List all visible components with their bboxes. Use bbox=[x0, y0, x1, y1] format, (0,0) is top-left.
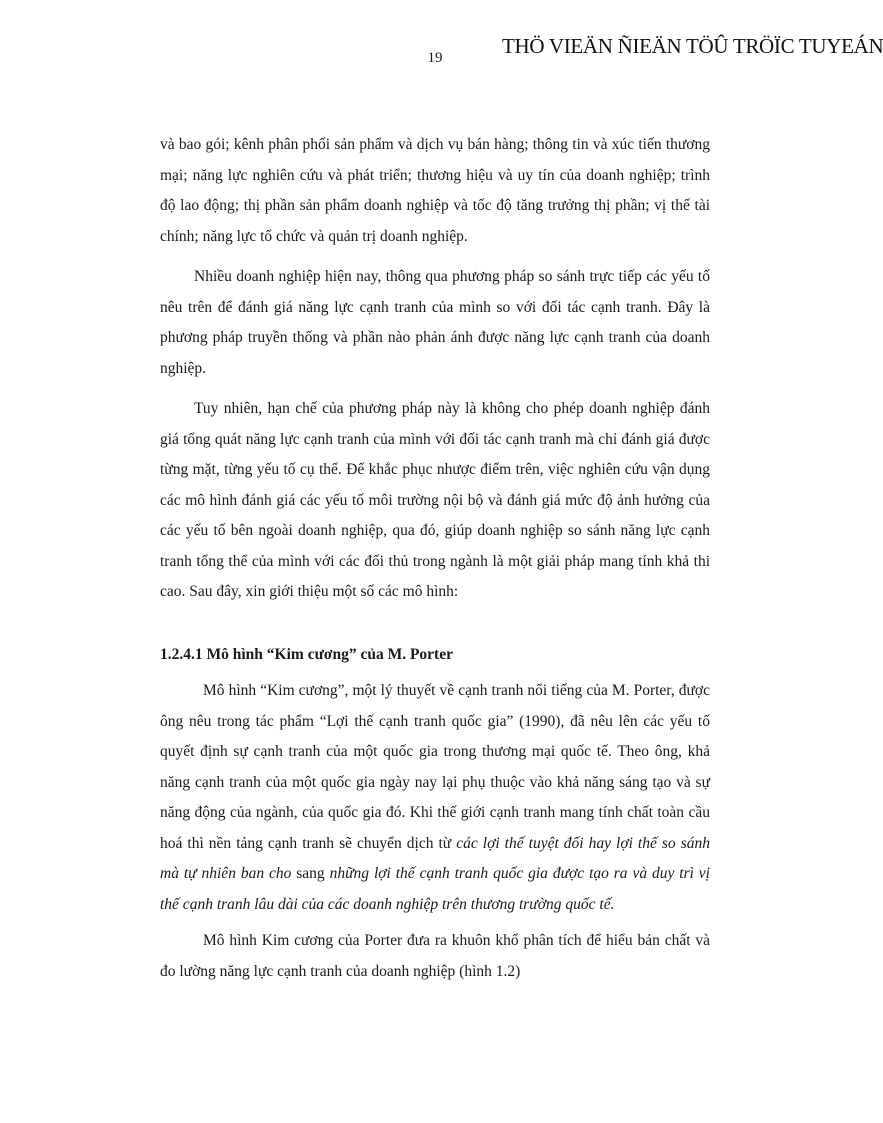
page-number: 19 bbox=[427, 50, 443, 66]
paragraph-2: Nhiều doanh nghiệp hiện nay, thông qua phương pháp so sánh trực tiếp các yếu tố nêu trên để đánh giá năng lực cạnh tranh của mình so với đối tác cạnh tranh. Đây là phương pháp truyền thống và phần nào phản ánh được năng lực cạnh tranh của doanh nghiệp. bbox=[160, 268, 710, 377]
paragraph-5: Mô hình Kim cương của Porter đưa ra khuôn khổ phân tích để hiểu bản chất và đo lường năng lực cạnh tranh của doanh nghiệp (hình 1.2) bbox=[160, 932, 710, 980]
document-body bbox=[160, 130, 710, 987]
paragraph-4 bbox=[160, 676, 710, 920]
paragraph-4-italic-1: các lợi thế tuyệt đối hay lợi thế so sánh mà tự nhiên ban cho bbox=[160, 834, 710, 882]
watermark-header: THÖ VIEÄN ÑIEÄN TÖÛ TRÖÏC TUYEÁN bbox=[502, 34, 883, 58]
section-heading: 1.2.4.1 Mô hình “Kim cương” của M. Porter bbox=[160, 645, 453, 663]
paragraph-4-italic-2: những lợi thế cạnh tranh quốc gia được tạo ra và duy trì vị thế cạnh tranh lâu dài của các doanh nghiệp trên thương trường quốc tế. bbox=[160, 865, 710, 913]
paragraph-4-text-start: Mô hình “Kim cương”, một lý thuyết về cạnh tranh nổi tiếng của M. Porter, được ông nêu trong tác phẩm “Lợi thế cạnh tranh quốc gia” (1990), đã nêu lên các yếu tố quyết định sự cạnh tranh của một quốc gia trong thương mại quốc tế. Theo ông, khả năng cạnh tranh của một quốc gia ngày nay lại phụ thuộc vào khả năng sáng tạo và sự năng động của ngành, của quốc gia đó. Khi thế giới cạnh tranh mang tính chất toàn cầu hoá thì nền tảng cạnh tranh sẽ chuyển dịch từ bbox=[160, 682, 710, 852]
paragraph-3: Tuy nhiên, hạn chế của phương pháp này là không cho phép doanh nghiệp đánh giá tổng quát năng lực cạnh tranh của mình với đối tác cạnh tranh mà chỉ đánh giá được từng mặt, từng yếu tố cụ thể. Để khắc phục nhược điểm trên, việc nghiên cứu vận dụng các mô hình đánh giá các yếu tố môi trường nội bộ và đánh giá mức độ ảnh hưởng của các yếu tố bên ngoài doanh nghiệp, qua đó, giúp doanh nghiệp so sánh năng lực cạnh tranh tổng thể của mình với các đối thủ trong ngành là một giải pháp mang tính khả thi cao. Sau đây, xin giới thiệu một số các mô hình: bbox=[160, 400, 710, 600]
paragraph-1: và bao gói; kênh phân phối sản phẩm và dịch vụ bán hàng; thông tin và xúc tiến thương mại; năng lực nghiên cứu và phát triển; thương hiệu và uy tín của doanh nghiệp; trình độ lao động; thị phần sản phẩm doanh nghiệp và tốc độ tăng trưởng thị phần; vị thế tài chính; năng lực tổ chức và quản trị doanh nghiệp. bbox=[160, 136, 710, 245]
paragraph-4-text-mid: sang bbox=[291, 865, 330, 882]
